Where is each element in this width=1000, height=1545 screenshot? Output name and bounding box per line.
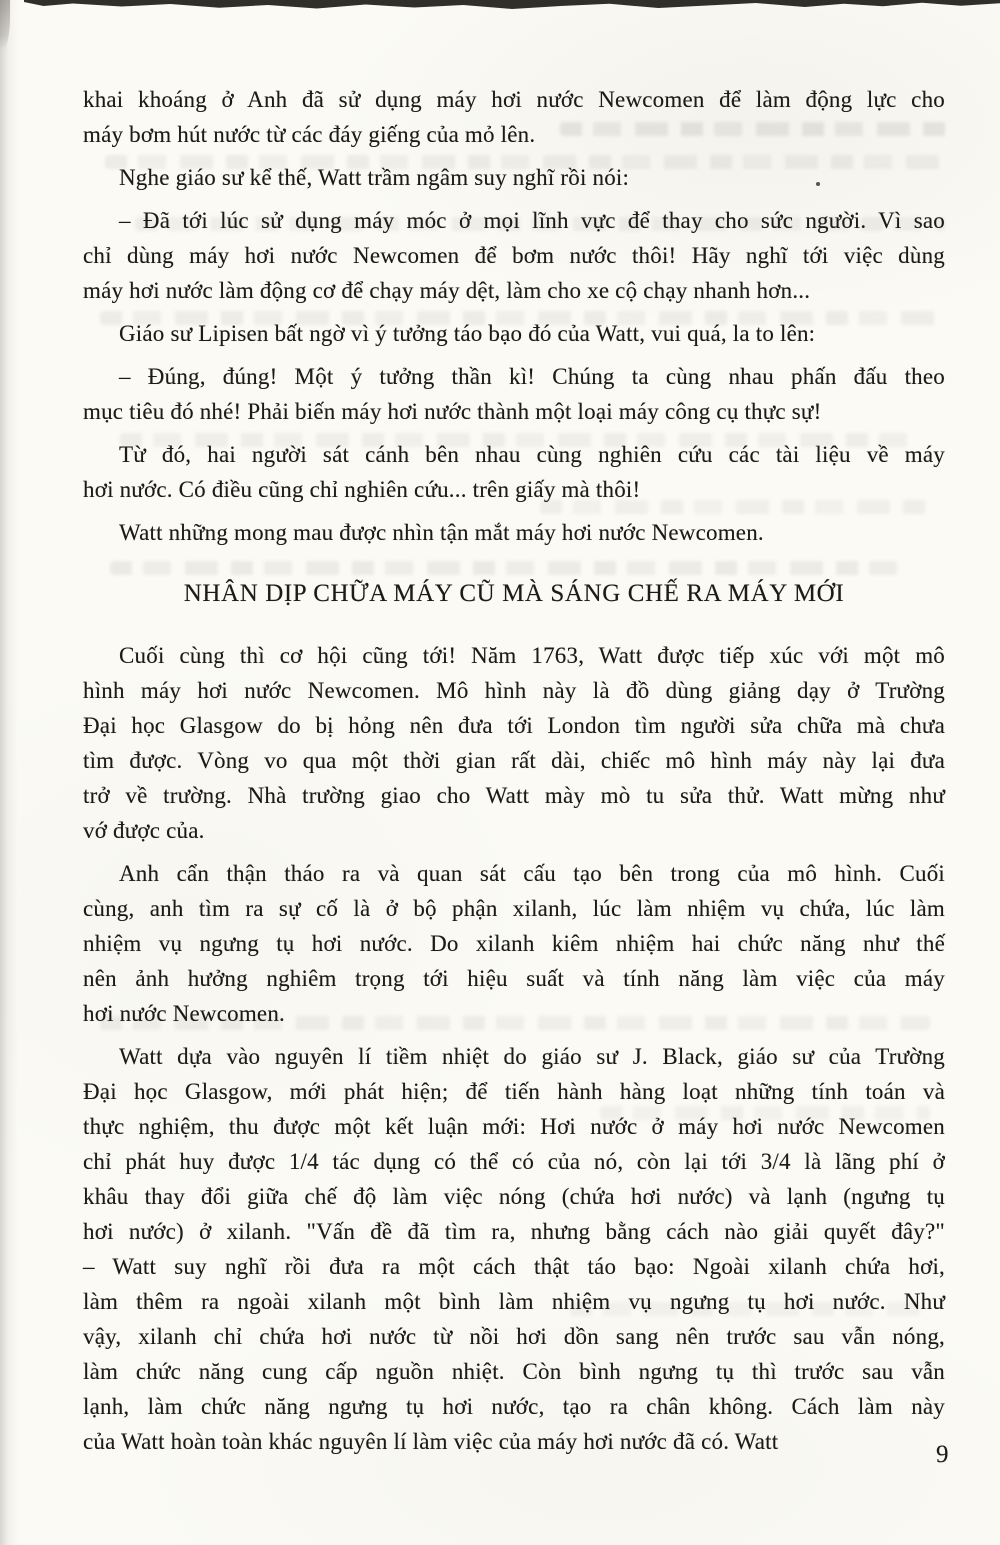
text-line: thực nghiệm, thu được một kết luận mới: Hơi nước ở máy hơi nước Newcomen — [83, 1114, 945, 1139]
text-line: Đại học Glasgow, mới phát hiện; để tiến hành hàng loạt những tính toán và — [83, 1079, 945, 1104]
text-line: làm thêm ra ngoài xilanh một bình làm nhiệm vụ ngưng tụ hơi nước. Như — [83, 1289, 945, 1314]
text-line: Nghe giáo sư kể thế, Watt trầm ngâm suy nghĩ rồi nói: — [119, 165, 630, 190]
text-line: hơi nước. Có điều cũng chỉ nghiên cứu... trên giấy mà thôi! — [83, 477, 641, 502]
text-line: khai khoáng ở Anh đã sử dụng máy hơi nước Newcomen để làm động lực cho — [83, 87, 945, 112]
text-line: chỉ phát huy được 1/4 tác dụng có thể có của nó, còn lại tới 3/4 là lãng phí ở — [83, 1149, 945, 1174]
text-line: Cuối cùng thì cơ hội cũng tới! Năm 1763, Watt được tiếp xúc với một mô — [119, 643, 945, 668]
text-line: – Đúng, đúng! Một ý tưởng thần kì! Chúng ta cùng nhau phấn đấu theo — [119, 364, 945, 389]
scan-artifact-top-edge — [24, 0, 1000, 10]
page-number: 9 — [936, 1441, 949, 1468]
text-line: Watt dựa vào nguyên lí tiềm nhiệt do giáo sư J. Black, giáo sư của Trường — [119, 1044, 945, 1069]
text-line: – Đã tới lúc sử dụng máy móc ở mọi lĩnh vực để thay cho sức người. Vì sao — [119, 208, 945, 233]
paragraph — [83, 437, 945, 507]
text-line: nên ảnh hưởng nghiêm trọng tới hiệu suất và tính năng làm việc của máy — [83, 966, 945, 991]
text-line: Watt những mong mau được nhìn tận mắt máy hơi nước Newcomen. — [119, 520, 764, 545]
text-line: Từ đó, hai người sát cánh bên nhau cùng nghiên cứu các tài liệu về máy — [119, 442, 945, 467]
paragraph — [83, 82, 945, 152]
text-line: Giáo sư Lipisen bất ngờ vì ý tưởng táo bạo đó của Watt, vui quá, la to lên: — [119, 321, 816, 346]
paragraph — [83, 1039, 945, 1459]
paragraph — [83, 515, 945, 550]
paragraph — [83, 856, 945, 1031]
text-line: vớ được của. — [83, 818, 205, 843]
paragraph — [83, 160, 945, 195]
text-line: máy hơi nước làm động cơ để chạy máy dệt, làm cho xe cộ chạy nhanh hơn... — [83, 278, 811, 303]
paragraph — [83, 359, 945, 429]
text-line: nhiệm vụ ngưng tụ hơi nước. Do xilanh kiêm nhiệm hai chức năng như thế — [83, 931, 945, 956]
text-line: vậy, xilanh chỉ chứa hơi nước từ nồi hơi dồn sang nên trước sau vẫn nóng, — [83, 1324, 945, 1349]
text-line: mục tiêu đó nhé! Phải biến máy hơi nước thành một loại máy công cụ thực sự! — [83, 399, 822, 424]
text-line: Anh cẩn thận tháo ra và quan sát cấu tạo bên trong của mô hình. Cuối — [119, 861, 945, 886]
text-line: của Watt hoàn toàn khác nguyên lí làm việc của máy hơi nước đã có. Watt — [83, 1429, 779, 1454]
text-line: hơi nước) ở xilanh. "Vấn đề đã tìm ra, nhưng bằng cách nào giải quyết đây?" — [83, 1219, 945, 1244]
paragraph — [83, 638, 945, 848]
paragraph-group-bottom — [83, 638, 945, 1459]
text-line: làm chức năng cung cấp nguồn nhiệt. Còn bình ngưng tụ thì trước sau vẫn — [83, 1359, 945, 1384]
text-line: Đại học Glasgow do bị hỏng nên đưa tới London tìm người sửa chữa mà chưa — [83, 713, 945, 738]
text-line: hơi nước Newcomen. — [83, 1001, 285, 1026]
text-line: trở về trường. Nhà trường giao cho Watt mày mò tu sửa thử. Watt mừng như — [83, 783, 945, 808]
paragraph — [83, 316, 945, 351]
scan-left-edge-shadow — [0, 0, 18, 1545]
text-line: cùng, anh tìm ra sự cố là ở bộ phận xilanh, lúc làm nhiệm vụ chứa, lúc làm — [83, 896, 945, 921]
section-heading: NHÂN DỊP CHỮA MÁY CŨ MÀ SÁNG CHẾ RA MÁY MỚI — [183, 580, 845, 607]
text-line: máy bơm hút nước từ các đáy giếng của mỏ lên. — [83, 122, 536, 147]
paragraph — [83, 203, 945, 308]
paragraph-group-top — [83, 82, 945, 550]
text-line: hình máy hơi nước Newcomen. Mô hình này là đồ dùng giảng dạy ở Trường — [83, 678, 945, 703]
text-line: chỉ dùng máy hơi nước Newcomen để bơm nước thôi! Hãy nghĩ tới việc dùng — [83, 243, 945, 268]
text-block — [83, 82, 945, 1467]
text-line: lạnh, làm chức năng ngưng tụ hơi nước, tạo ra chân không. Cách làm này — [83, 1394, 945, 1419]
text-line: tìm được. Vòng vo qua một thời gian rất dài, chiếc mô hình máy này lại đưa — [83, 748, 945, 773]
text-line: khâu thay đổi giữa chế độ làm việc nóng (chứa hơi nước) và lạnh (ngưng tụ — [83, 1184, 945, 1209]
text-line: – Watt suy nghĩ rồi đưa ra một cách thật táo bạo: Ngoài xilanh chứa hơi, — [83, 1254, 945, 1279]
